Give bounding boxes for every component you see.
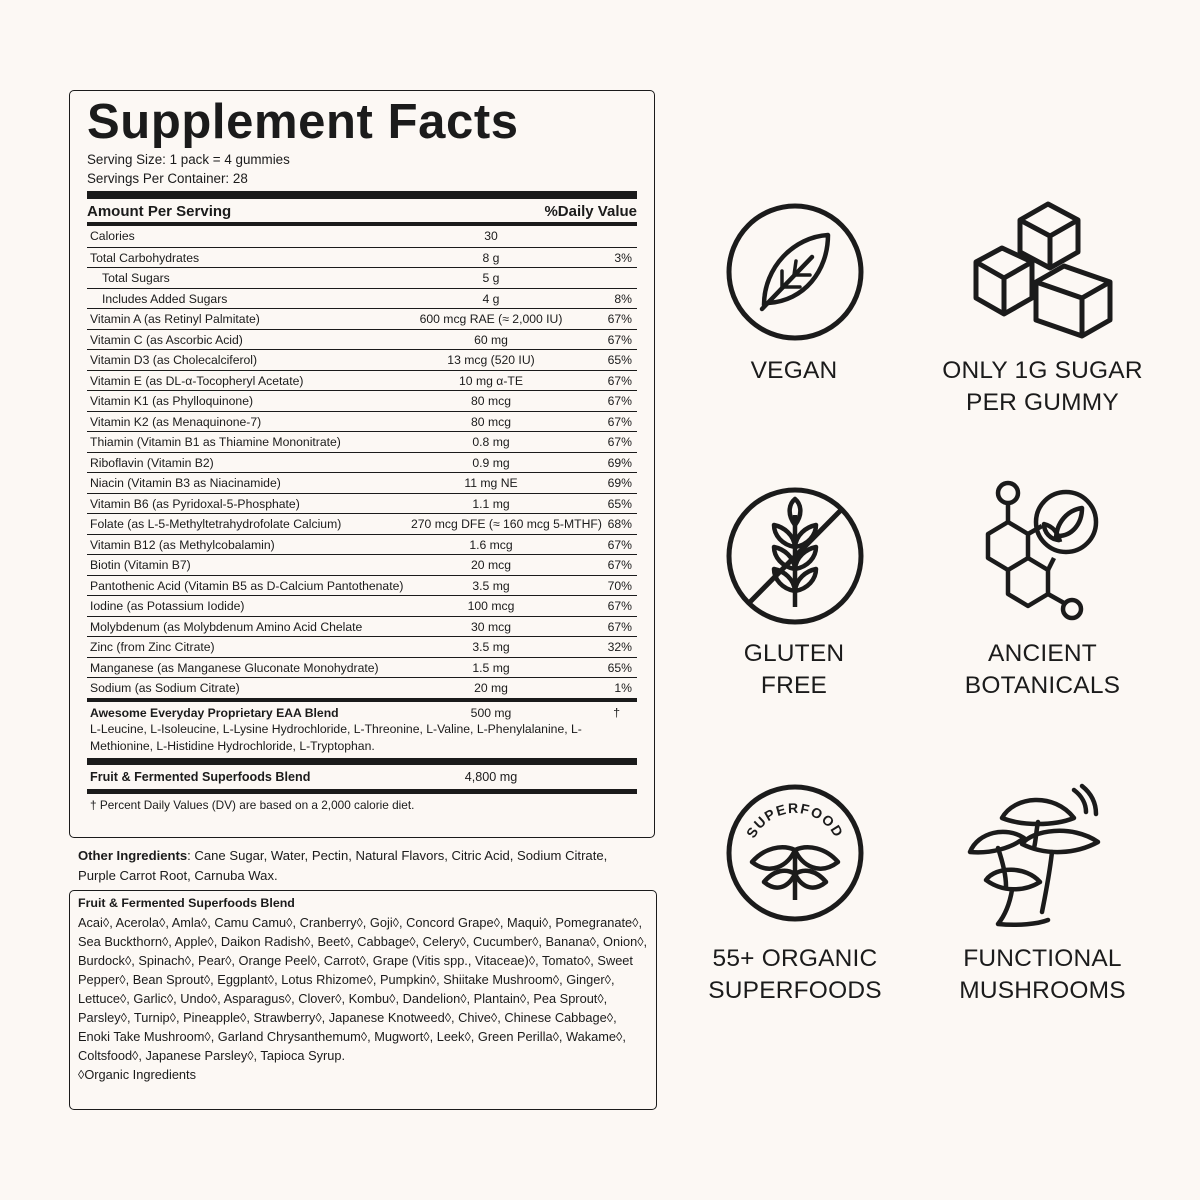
- nutrient-row: [87, 329, 637, 350]
- badge-mushrooms-label: [935, 943, 1150, 1007]
- nutrient-dv: 8%: [614, 291, 632, 306]
- badge-vegan-label: [694, 355, 894, 387]
- nutrient-row: [87, 513, 637, 534]
- nutrient-dv: 67%: [607, 435, 632, 449]
- nutrient-name: Molybdenum (as Molybdenum Amino Acid Chelate: [90, 619, 363, 634]
- other-ingredients: [78, 846, 638, 886]
- nutrient-name: Zinc (from Zinc Citrate): [90, 640, 215, 654]
- nutrient-dv: 32%: [607, 640, 632, 654]
- superfoods-blend-amount: 4,800 mg: [464, 770, 518, 784]
- nutrient-amount: 0.8 mg: [472, 435, 510, 449]
- nutrient-name: Vitamin B12 (as Methylcobalamin): [90, 537, 275, 552]
- facts-title: Supplement Facts: [87, 95, 519, 149]
- nutrient-name: Manganese (as Manganese Gluconate Monohydrate): [90, 660, 379, 675]
- superfoods-blend-row: [87, 765, 637, 789]
- nutrient-name: Vitamin E (as DL-α-Tocopheryl Acetate): [90, 373, 304, 388]
- nutrient-dv: 65%: [607, 496, 632, 511]
- nutrient-dv: 67%: [607, 619, 632, 634]
- nutrient-amount: 100 mcg: [467, 599, 515, 613]
- nutrient-row: [87, 288, 637, 309]
- nutrient-name: Vitamin K2 (as Menaquinone-7): [90, 414, 262, 429]
- nutrient-dv: 3%: [614, 250, 632, 265]
- nutrient-row: [87, 616, 637, 637]
- nutrient-amount: 20 mcg: [471, 558, 511, 572]
- nutrient-amount: 270 mcg DFE (≈ 160 mcg 5-MTHF): [411, 517, 602, 531]
- nutrient-dv: 68%: [607, 517, 632, 531]
- nutrient-name: Vitamin C (as Ascorbic Acid): [90, 332, 243, 347]
- nutrient-dv: 67%: [607, 414, 632, 429]
- nutrient-amount: 3.5 mg: [472, 640, 510, 654]
- nutrient-amount: 80 mcg: [471, 394, 511, 408]
- amount-per-serving-label: Amount Per Serving: [87, 202, 232, 220]
- nutrient-amount: 1.5 mg: [472, 660, 510, 675]
- superfood-badge-icon: [724, 782, 866, 924]
- nutrient-dv: 1%: [614, 681, 632, 695]
- nutrient-row: [87, 431, 637, 452]
- superfoods-blend-name: Fruit & Fermented Superfoods Blend: [90, 770, 311, 784]
- nutrient-row: [87, 267, 637, 288]
- nutrient-amount: 11 mg NE: [464, 476, 518, 490]
- blend-box-title: Fruit & Fermented Superfoods Blend: [78, 896, 295, 910]
- nutrient-row: [87, 390, 637, 411]
- nutrient-amount: 20 mg: [474, 681, 508, 695]
- eaa-blend-dv: †: [613, 705, 620, 720]
- badge-botanicals-label: [940, 638, 1145, 702]
- eaa-blend-ingredients: L-Leucine, L-Isoleucine, L-Lysine Hydrochloride, L-Threonine, L-Valine, L-Phenylalanine, L-Methionine, L-Histidine Hydrochloride, L-Tryptophan.: [90, 722, 582, 753]
- nutrient-name: Total Carbohydrates: [90, 250, 200, 265]
- nutrient-amount: 600 mcg RAE (≈ 2,000 IU): [419, 312, 563, 326]
- nutrient-row: [87, 452, 637, 473]
- nutrient-name: Calories: [90, 229, 135, 243]
- eaa-blend-amount: 500 mg: [470, 705, 512, 720]
- nutrient-name: Folate (as L-5-Methyltetrahydrofolate Calcium): [90, 517, 342, 531]
- nutrient-amount: 3.5 mg: [472, 578, 510, 593]
- badge-superfoods-label: [680, 943, 910, 1007]
- badge-gluten-label: [694, 638, 894, 702]
- badge-line: GLUTEN: [743, 640, 845, 667]
- nutrient-row: [87, 493, 637, 514]
- nutrient-row: [87, 411, 637, 432]
- nutrient-amount: 5 g: [482, 271, 500, 285]
- nutrient-dv: 69%: [607, 476, 632, 490]
- nutrient-name: Iodine (as Potassium Iodide): [90, 599, 245, 613]
- nutrient-amount: 60 mg: [474, 332, 508, 347]
- nutrient-row: [87, 370, 637, 391]
- badge-line: ANCIENT: [988, 640, 1097, 667]
- serving-size: Serving Size: 1 pack = 4 gummies: [87, 152, 290, 167]
- molecule-leaf-icon: [978, 478, 1108, 628]
- nutrient-amount: 30: [484, 229, 498, 243]
- nutrient-row: [87, 534, 637, 555]
- nutrient-amount: 10 mg α-TE: [459, 373, 523, 388]
- svg-text:SUPERFOOD: SUPERFOOD: [742, 799, 848, 841]
- nutrient-name: Vitamin D3 (as Cholecalciferol): [90, 353, 258, 367]
- badge-line: VEGAN: [750, 357, 838, 384]
- badge-line: SUPERFOODS: [708, 977, 882, 1004]
- nutrient-name: Pantothenic Acid (Vitamin B5 as D-Calcium Pantothenate): [90, 578, 404, 593]
- nutrient-name: Thiamin (Vitamin B1 as Thiamine Mononitrate): [90, 435, 341, 449]
- nutrient-dv: 67%: [607, 537, 632, 552]
- blend-box-note: ◊Organic Ingredients: [78, 1067, 197, 1082]
- nutrient-dv: 70%: [607, 578, 632, 593]
- badge-line: FREE: [760, 672, 828, 699]
- blend-box-text: Acai◊, Acerola◊, Amla◊, Camu Camu◊, Cranberry◊, Goji◊, Concord Grape◊, Maqui◊, Pomegranate◊, Sea Buckthorn◊, Apple◊, Daikon Radish◊, Beet◊, Cabbage◊, Celery◊, Cucumber◊, Banana◊, Onion◊, Burdock◊, Spinach◊, Pear◊, Orange Peel◊, Carrot◊, Grape (Vitis spp., Vitaceae)◊, Tomato◊, Sweet Pepper◊, Bean Sprout◊, Eggplant◊, Lotus Rhizome◊, Pumpkin◊, Shiitake Mushroom◊, Ginger◊, Lettuce◊, Garlic◊, Undo◊, Asparagus◊, Clover◊, Kombu◊, Dandelion◊, Plantain◊, Pea Sprout◊, Parsley◊, Turnip◊, Pineapple◊, Strawberry◊, Japanese Knotweed◊, Chive◊, Chinese Cabbage◊, Enoki Take Mushroom◊, Garland Chrysanthemum◊, Mugwort◊, Leek◊, Green Perilla◊, Wakame◊, Coltsfood◊, Japanese Parsley◊, Tapioca Syrup.: [78, 915, 648, 1063]
- badge-sugar-label: [940, 355, 1145, 419]
- sugar-cubes-icon: [970, 190, 1115, 340]
- nutrient-dv: 69%: [607, 455, 632, 470]
- divider-thick: [87, 758, 637, 765]
- eaa-blend-row: [87, 702, 637, 759]
- nutrient-dv: 67%: [607, 599, 632, 613]
- dv-footnote: † Percent Daily Values (DV) are based on a 2,000 calorie diet.: [87, 793, 637, 816]
- nutrient-row: [87, 575, 637, 596]
- divider-thick: [87, 191, 637, 199]
- nutrient-dv: 65%: [607, 660, 632, 675]
- nutrient-dv: 67%: [607, 332, 632, 347]
- badge-line: ONLY 1G SUGAR: [942, 357, 1143, 384]
- nutrient-amount: 4 g: [482, 291, 500, 306]
- other-ingredients-text: : Cane Sugar, Water, Pectin, Natural Flavors, Citric Acid, Sodium Citrate, Purple Carrot Root, Carnuba Wax.: [78, 848, 608, 883]
- nutrient-amount: 30 mcg: [471, 619, 511, 634]
- nutrient-row: [87, 595, 637, 616]
- nutrient-amount: 1.1 mg: [472, 496, 510, 511]
- nutrient-row: [87, 226, 637, 247]
- leaf-icon: [724, 201, 866, 343]
- mushrooms-icon: [962, 782, 1112, 932]
- superfoods-blend-box: [69, 890, 657, 1110]
- badge-line: BOTANICALS: [964, 672, 1121, 699]
- nutrient-row: [87, 636, 637, 657]
- nutrient-amount: 8 g: [482, 250, 500, 265]
- nutrient-name: Sodium (as Sodium Citrate): [90, 681, 240, 695]
- nutrient-name: Vitamin K1 (as Phylloquinone): [90, 394, 254, 408]
- eaa-blend-name: Awesome Everyday Proprietary EAA Blend: [90, 705, 339, 720]
- nutrient-row: [87, 308, 637, 329]
- daily-value-label: %Daily Value: [544, 202, 637, 220]
- badge-line: 55+ ORGANIC: [712, 945, 878, 972]
- gluten-free-icon: [724, 485, 866, 627]
- nutrient-dv: 67%: [607, 558, 632, 572]
- badge-line: MUSHROOMS: [959, 977, 1126, 1004]
- nutrient-dv: 67%: [607, 394, 632, 408]
- nutrient-name: Includes Added Sugars: [102, 291, 228, 306]
- nutrient-row: [87, 554, 637, 575]
- nutrient-amount: 80 mcg: [471, 414, 511, 429]
- nutrient-dv: 65%: [607, 353, 632, 367]
- nutrient-row: [87, 677, 637, 698]
- nutrient-row: [87, 349, 637, 370]
- nutrient-name: Niacin (Vitamin B3 as Niacinamide): [90, 476, 281, 490]
- nutrient-row: [87, 247, 637, 268]
- nutrient-name: Vitamin A (as Retinyl Palmitate): [90, 312, 260, 326]
- nutrient-amount: 0.9 mg: [472, 455, 510, 470]
- nutrient-row: [87, 472, 637, 493]
- nutrient-amount: 1.6 mcg: [469, 537, 513, 552]
- nutrient-dv: 67%: [607, 373, 632, 388]
- nutrient-dv: 67%: [607, 312, 632, 326]
- other-ingredients-label: Other Ingredients: [78, 848, 188, 863]
- nutrient-row: [87, 657, 637, 678]
- badge-line: PER GUMMY: [966, 389, 1119, 416]
- nutrient-name: Riboflavin (Vitamin B2): [90, 455, 214, 470]
- supplement-facts-panel: [69, 90, 655, 838]
- nutrient-name: Biotin (Vitamin B7): [90, 558, 191, 572]
- badge-line: FUNCTIONAL: [963, 945, 1122, 972]
- nutrient-rows: [87, 226, 637, 698]
- nutrient-name: Vitamin B6 (as Pyridoxal-5-Phosphate): [90, 496, 300, 511]
- nutrient-name: Total Sugars: [102, 271, 170, 285]
- nutrient-amount: 13 mcg (520 IU): [447, 353, 535, 367]
- amount-per-serving-header: [87, 199, 637, 222]
- servings-per-container: Servings Per Container: 28: [87, 171, 248, 186]
